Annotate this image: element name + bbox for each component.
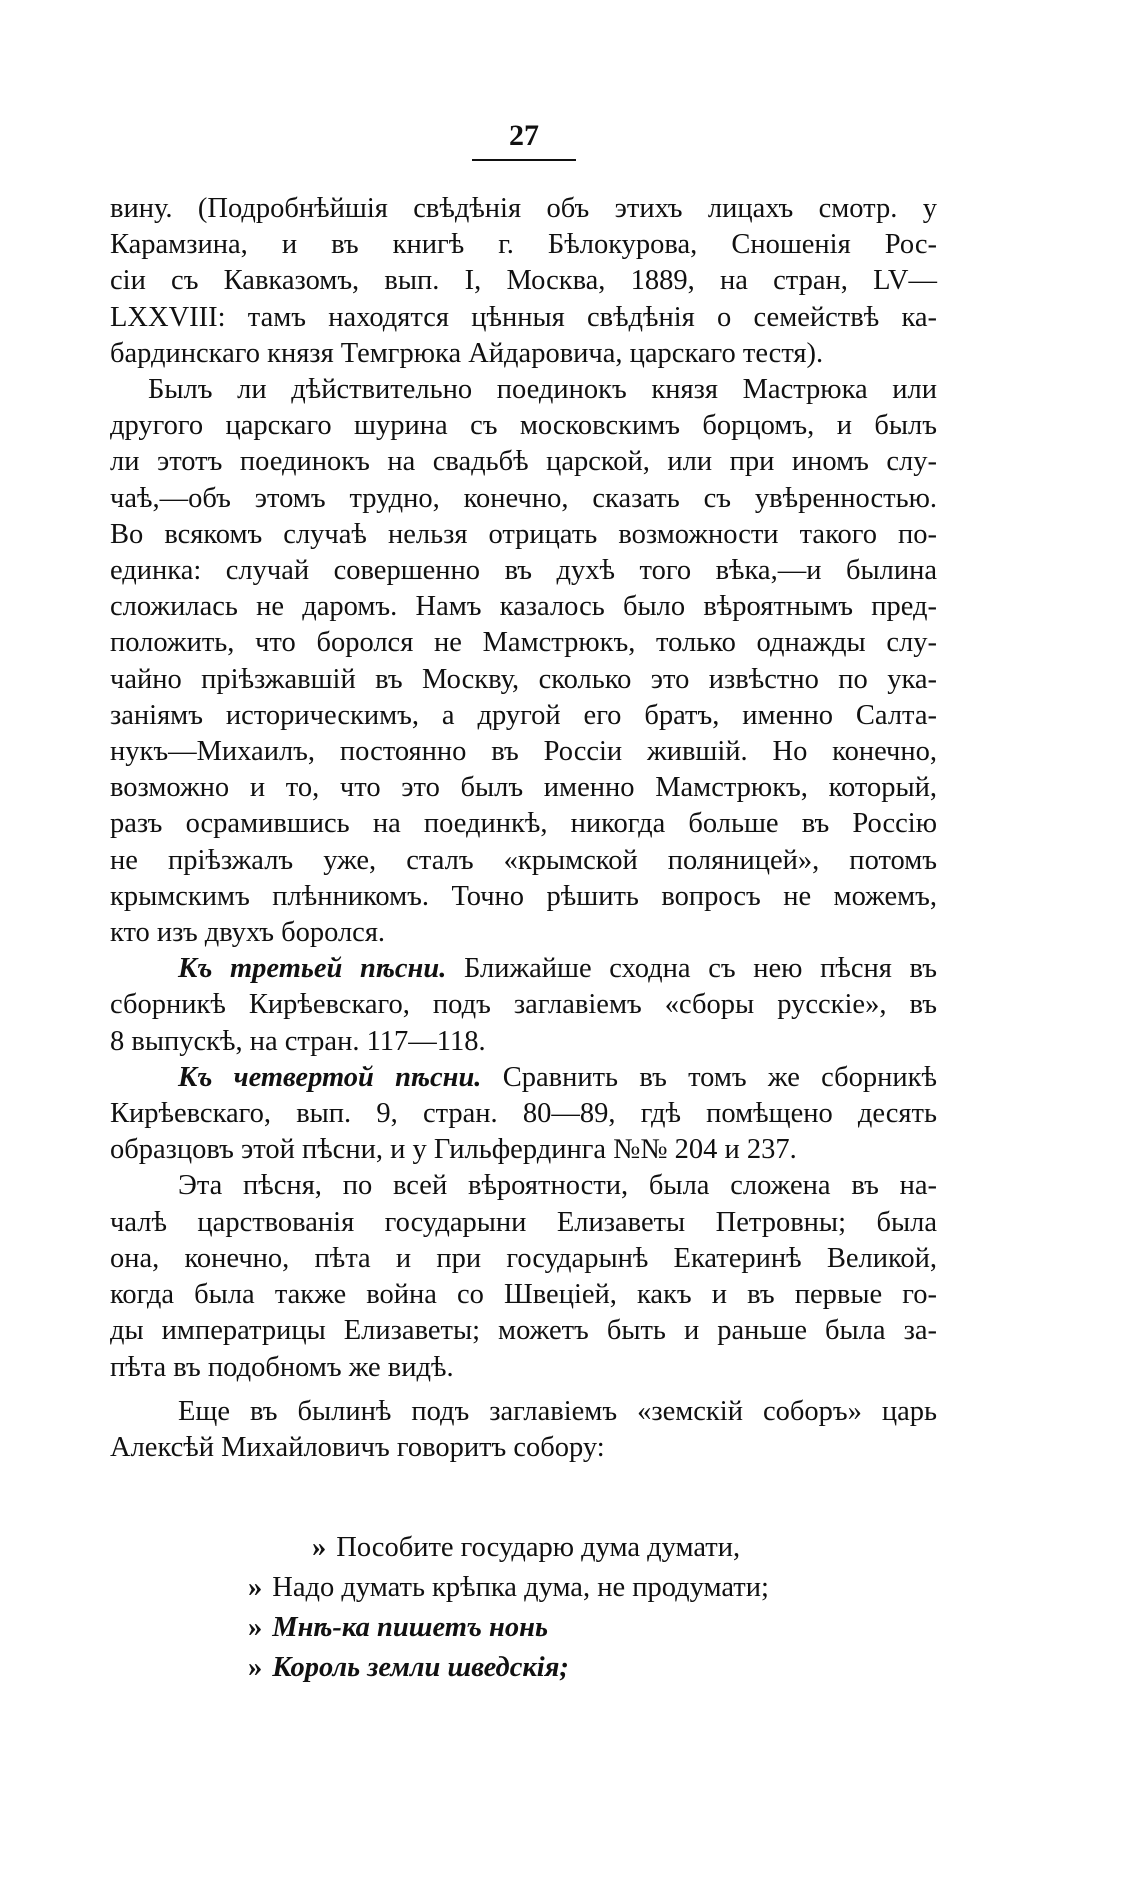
- verse-text: Король земли шведскія;: [272, 1652, 569, 1683]
- text-line: ды императрицы Елизаветы; можетъ быть и раньше была за-: [110, 1315, 937, 1347]
- text-line: пѣта въ подобномъ же видѣ.: [110, 1351, 454, 1383]
- text-line: положить, что боролся не Мамстрюкъ, только однажды слу-: [110, 627, 937, 659]
- text-line: не пріѣзжалъ уже, сталъ «крымской поляницей», потомъ: [110, 844, 937, 876]
- text-line: сборникѣ Кирѣевскаго, подъ заглавіемъ «сборы русскіе», въ: [110, 989, 937, 1021]
- text-line: сложилась не даромъ. Намъ казалось было вѣроятнымъ пред-: [110, 591, 937, 623]
- text-line: Былъ ли дѣйствительно поединокъ князя Мастрюка или: [148, 374, 937, 406]
- verse-text: Надо думать крѣпка дума, не продумати;: [272, 1572, 769, 1603]
- text-line: Карамзина, и въ книгѣ г. Бѣлокурова, Сношенія Рос-: [110, 229, 937, 261]
- text-line: нукъ—Михаилъ, постоянно въ Россіи жившій. Но конечно,: [110, 736, 937, 768]
- paragraph-2: [110, 372, 937, 951]
- text-line: 8 выпускѣ, на стран. 117—118.: [110, 1025, 486, 1057]
- text-line: вину. (Подробнѣйшія свѣдѣнія объ этихъ лицахъ смотр. у: [110, 193, 937, 224]
- verse-line: [248, 1528, 769, 1568]
- paragraph-3: [110, 951, 937, 1060]
- text-line: Кирѣевскаго, вып. 9, стран. 80—89, гдѣ помѣщено десять: [110, 1098, 937, 1130]
- text-line: возможно и то, что это былъ именно Мамстрюкъ, который,: [110, 772, 937, 804]
- paragraph-5: [110, 1168, 937, 1385]
- text-line: Еще въ былинѣ подъ заглавіемъ «земскій соборъ» царь: [178, 1395, 937, 1427]
- paragraph-1: [110, 191, 937, 372]
- section-lead: Къ четвертой пѣсни.: [178, 1061, 482, 1093]
- text-line: крымскимъ плѣнникомъ. Точно рѣшить вопросъ не можемъ,: [110, 880, 937, 912]
- text-line: разъ осрамившись на поединкѣ, никогда больше въ Россію: [110, 808, 937, 840]
- text-line: Алексѣй Михайловичъ говоритъ собору:: [110, 1431, 605, 1463]
- quote-mark: »: [248, 1652, 263, 1683]
- text-line: [110, 951, 937, 987]
- page-number: 27: [509, 119, 539, 152]
- quote-mark: »: [248, 1612, 263, 1643]
- text-line: заніямъ историческимъ, а другой его братъ, именно Салта-: [110, 699, 937, 731]
- verse-line: [248, 1608, 769, 1648]
- verse-quote: [248, 1528, 769, 1688]
- verse-line: [248, 1568, 769, 1608]
- verse-line: [248, 1648, 769, 1688]
- text-fragment: Ближайше сходна съ нею пѣсня въ: [446, 953, 937, 985]
- text-fragment: Сравнить въ томъ же сборникѣ: [481, 1061, 938, 1093]
- text-line: ли этотъ поединокъ на свадьбѣ царской, или при иномъ слу-: [110, 446, 937, 478]
- text-line: кто изъ двухъ боролся.: [110, 917, 386, 949]
- text-line: когда была также война со Швеціей, какъ и въ первые го-: [110, 1279, 937, 1311]
- text-line: образцовъ этой пѣсни, и у Гильфердинга №№ 204 и 237.: [110, 1134, 797, 1166]
- body-text: [110, 191, 937, 1466]
- text-line: бардинскаго князя Темгрюка Айдаровича, царскаго тестя).: [110, 337, 824, 369]
- verse-text: Мнѣ-ка пишетъ нонь: [272, 1612, 548, 1643]
- text-line: [110, 1060, 937, 1096]
- text-line: чаѣ,—объ этомъ трудно, конечно, сказать съ увѣренностью.: [110, 482, 937, 514]
- text-line: чайно пріѣзжавшій въ Москву, сколько это извѣстно по ука-: [110, 663, 937, 695]
- text-line: Во всякомъ случаѣ нельзя отрицать возможности такого по-: [110, 518, 937, 550]
- quote-mark: »: [312, 1532, 327, 1563]
- paragraph-4: [110, 1060, 937, 1169]
- text-line: чалѣ царствованія государыни Елизаветы Петровны; была: [110, 1206, 937, 1238]
- paragraph-6: [110, 1394, 937, 1466]
- text-line: Эта пѣсня, по всей вѣроятности, была сложена въ на-: [178, 1170, 937, 1202]
- verse-text: Пособите государю дума думати,: [336, 1532, 741, 1563]
- quote-mark: »: [248, 1572, 263, 1603]
- page-number-rule: [472, 159, 576, 161]
- text-line: сіи съ Кавказомъ, вып. I, Москва, 1889, на стран, LV—: [110, 265, 937, 297]
- text-line: другого царскаго шурина съ московскимъ борцомъ, и былъ: [110, 410, 937, 442]
- text-line: единка: случай совершенно въ духѣ того вѣка,—и былина: [110, 555, 937, 587]
- text-line: она, конечно, пѣта и при государынѣ Екатеринѣ Великой,: [110, 1242, 937, 1274]
- text-line: LXXVIII: тамъ находятся цѣнныя свѣдѣнія о семействѣ ка-: [110, 301, 937, 333]
- section-lead: Къ третьей пѣсни.: [178, 953, 447, 985]
